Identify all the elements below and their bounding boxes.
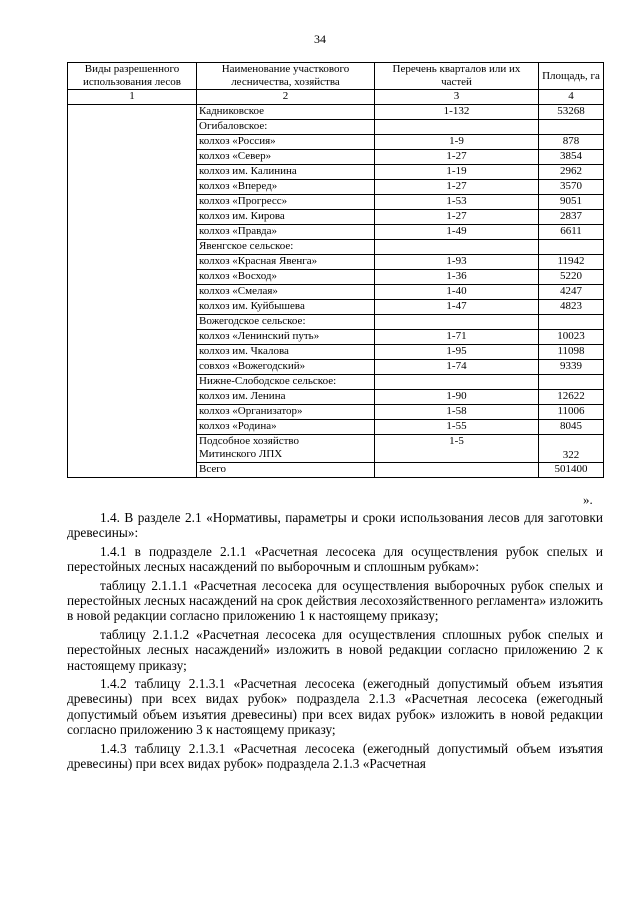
forestry-name-cell: колхоз им. Калинина	[197, 165, 375, 180]
area-cell	[539, 120, 604, 135]
area-cell: 2837	[539, 210, 604, 225]
paragraph: таблицу 2.1.1.1 «Расчетная лесосека для осуществления выборочных рубок спелых и перестойных лесных насаждений на срок действия лесохозяйственного регламента» изложить в новой редакции согласно приложению 1 к настоящему приказу;	[67, 577, 603, 624]
total-quarters-cell	[375, 463, 539, 478]
forestry-name-cell: колхоз «Россия»	[197, 135, 375, 150]
forestry-name-cell: колхоз «Смелая»	[197, 285, 375, 300]
quarters-cell: 1-58	[375, 405, 539, 420]
header-forestry-name: Наименование участкового лесничества, хозяйства	[197, 63, 375, 90]
header-use-type: Виды разрешенного использования лесов	[68, 63, 197, 90]
page-number: 34	[314, 32, 326, 46]
area-cell: 322	[539, 435, 604, 463]
forestry-name-cell: колхоз «Правда»	[197, 225, 375, 240]
forestry-name-cell: Вожегодское сельское:	[197, 315, 375, 330]
forestry-name-cell: колхоз «Север»	[197, 150, 375, 165]
area-cell: 6611	[539, 225, 604, 240]
area-cell	[539, 240, 604, 255]
area-cell: 878	[539, 135, 604, 150]
table-body	[68, 105, 604, 478]
forestry-name-cell: колхоз «Восход»	[197, 270, 375, 285]
forestry-name-cell: Явенгское сельское:	[197, 240, 375, 255]
quarters-cell: 1-71	[375, 330, 539, 345]
forestry-name-cell: колхоз «Прогресс»	[197, 195, 375, 210]
use-type-cell	[68, 105, 197, 478]
area-cell: 11942	[539, 255, 604, 270]
paragraph: 1.4.3 таблицу 2.1.3.1 «Расчетная лесосека (ежегодный допустимый объем изъятия древесины) при всех видах рубок» подраздела 2.1.3 «Расчетная	[67, 740, 603, 772]
column-number: 3	[375, 90, 539, 105]
quarters-cell	[375, 120, 539, 135]
area-cell	[539, 375, 604, 390]
forestry-name-cell: колхоз им. Ленина	[197, 390, 375, 405]
quote-end-mark: ».	[583, 492, 593, 507]
area-cell: 3854	[539, 150, 604, 165]
quarters-cell: 1-36	[375, 270, 539, 285]
forestry-name-line: Подсобное хозяйство	[199, 435, 300, 447]
forest-use-table	[67, 62, 604, 478]
quarters-cell: 1-49	[375, 225, 539, 240]
forestry-name-cell	[197, 435, 375, 463]
area-cell: 9339	[539, 360, 604, 375]
quarters-cell: 1-19	[375, 165, 539, 180]
paragraph: 1.4.2 таблицу 2.1.3.1 «Расчетная лесосека (ежегодный допустимый объем изъятия древесины) при всех видах рубок» подраздела 2.1.3 «Расчетная лесосека (ежегодный допустимый объем изъятия древесины) при всех видах рубок» изложить в новой редакции согласно приложению 3 к настоящему приказу;	[67, 676, 603, 738]
forestry-name-cell: колхоз им. Чкалова	[197, 345, 375, 360]
forestry-name-cell: колхоз им. Кирова	[197, 210, 375, 225]
forestry-name-cell: колхоз «Красная Явенга»	[197, 255, 375, 270]
forestry-name-line: Митинского ЛПХ	[199, 448, 283, 460]
total-label: Всего	[197, 463, 375, 478]
area-cell: 12622	[539, 390, 604, 405]
area-cell: 2962	[539, 165, 604, 180]
area-cell: 8045	[539, 420, 604, 435]
quarters-cell: 1-27	[375, 180, 539, 195]
quarters-cell: 1-47	[375, 300, 539, 315]
forestry-name-cell: колхоз «Вперед»	[197, 180, 375, 195]
forestry-name-cell: Огибаловское:	[197, 120, 375, 135]
paragraph: таблицу 2.1.1.2 «Расчетная лесосека для осуществления сплошных рубок спелых и перестойных лесных насаждений» изложить в новой редакции согласно приложению 2 к настоящему приказу;	[67, 626, 603, 673]
quarters-cell: 1-40	[375, 285, 539, 300]
quarters-cell: 1-27	[375, 150, 539, 165]
forestry-name-cell: колхоз «Ленинский путь»	[197, 330, 375, 345]
forestry-name-cell: колхоз «Родина»	[197, 420, 375, 435]
forestry-name-cell: колхоз им. Куйбышева	[197, 300, 375, 315]
quarters-cell: 1-55	[375, 420, 539, 435]
area-cell: 11006	[539, 405, 604, 420]
quarters-cell	[375, 240, 539, 255]
area-cell: 11098	[539, 345, 604, 360]
header-quarters: Перечень кварталов или их частей	[375, 63, 539, 90]
header-area: Площадь, га	[539, 63, 604, 90]
column-number: 4	[539, 90, 604, 105]
forestry-name-cell: Кадниковское	[197, 105, 375, 120]
quarters-cell: 1-90	[375, 390, 539, 405]
area-cell: 4823	[539, 300, 604, 315]
column-number: 1	[68, 90, 197, 105]
quarters-cell: 1-93	[375, 255, 539, 270]
paragraph: 1.4.1 в подразделе 2.1.1 «Расчетная лесосека для осуществления рубок спелых и перестойных лесных насаждений по выборочным и сплошным рубкам»:	[67, 543, 603, 575]
total-area: 501400	[539, 463, 604, 478]
quarters-cell: 1-74	[375, 360, 539, 375]
quarters-cell: 1-132	[375, 105, 539, 120]
area-cell: 3570	[539, 180, 604, 195]
forestry-name-cell: Нижне-Слободское сельское:	[197, 375, 375, 390]
quarters-cell	[375, 315, 539, 330]
quarters-cell: 1-95	[375, 345, 539, 360]
area-cell	[539, 315, 604, 330]
quarters-cell: 1-9	[375, 135, 539, 150]
area-cell: 4247	[539, 285, 604, 300]
forestry-name-cell: совхоз «Вожегодский»	[197, 360, 375, 375]
area-cell: 53268	[539, 105, 604, 120]
quarters-cell: 1-27	[375, 210, 539, 225]
area-cell: 9051	[539, 195, 604, 210]
table-row	[68, 105, 604, 120]
column-number: 2	[197, 90, 375, 105]
quarters-cell: 1-53	[375, 195, 539, 210]
body-text	[67, 510, 603, 775]
quarters-cell: 1-5	[375, 435, 539, 463]
forestry-name-cell: колхоз «Организатор»	[197, 405, 375, 420]
area-cell: 10023	[539, 330, 604, 345]
area-cell: 5220	[539, 270, 604, 285]
quarters-cell	[375, 375, 539, 390]
paragraph: 1.4. В разделе 2.1 «Нормативы, параметры и сроки использования лесов для заготовки древесины»:	[67, 510, 603, 541]
